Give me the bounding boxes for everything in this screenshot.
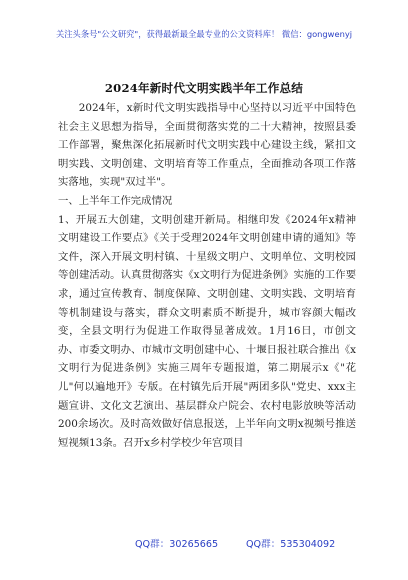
body-paragraph: 1、开展五大创建，文明创建开新局。相继印发《2024年x精神文明建设工作要点》《关于受理2024年文明创建申请的通知》等文件，深入开展文明村镇、十星级文明户、文明单位、文明校园等创建活动。认真贯彻落实《x文明行为促进条例》实施的工作要求，通过宣传教育、制度保障、文明创建、文明实践、文明培育等机制建设与落实，群众文明素质不断提升，城市容颜大幅改变，全县文明行为促进工作取得显著成效。1月16日，市创文办、市委文明办、市城市文明创建中心、十堰日报社联合推出《x文明行为促进条例》实施三周年专题报道，第二期展示x《"花儿"何以遍地开》专版。在村镇先后开展"两团多队"党史、xxx主题宣讲、文化文艺演出、基层群众户院会、农村电影放映等活动200余场次。及时高效做好信息报送，上半年向文明x视频号推送短视频13条。召开x乡村学校少年宫项目: [58, 213, 356, 449]
header-note: 关注头条号"公文研究"，获得最新最全最专业的公文资料库！ 微信：gongwenyj: [55, 29, 353, 39]
document-body: [58, 99, 356, 452]
section-heading: 一、上半年工作完成情况: [58, 194, 173, 207]
footer-qq-group-1: QQ群：30265665: [135, 539, 219, 550]
document-title: 2024年新时代文明实践半年工作总结: [104, 81, 304, 95]
footer: [0, 536, 408, 552]
footer-qq-group-2: QQ群：535304092: [246, 539, 336, 550]
intro-paragraph: 2024年，x新时代文明实践指导中心坚持以习近平中国特色社会主义思想为指导，全面贯彻落实党的二十大精神，按照县委工作部署，聚焦深化拓展新时代文明实践中心建设主线，紧扣文明实践、文明创建、文明培育等工作重点，全面推动各项工作落实落地，实现"双过半"。: [58, 102, 356, 189]
